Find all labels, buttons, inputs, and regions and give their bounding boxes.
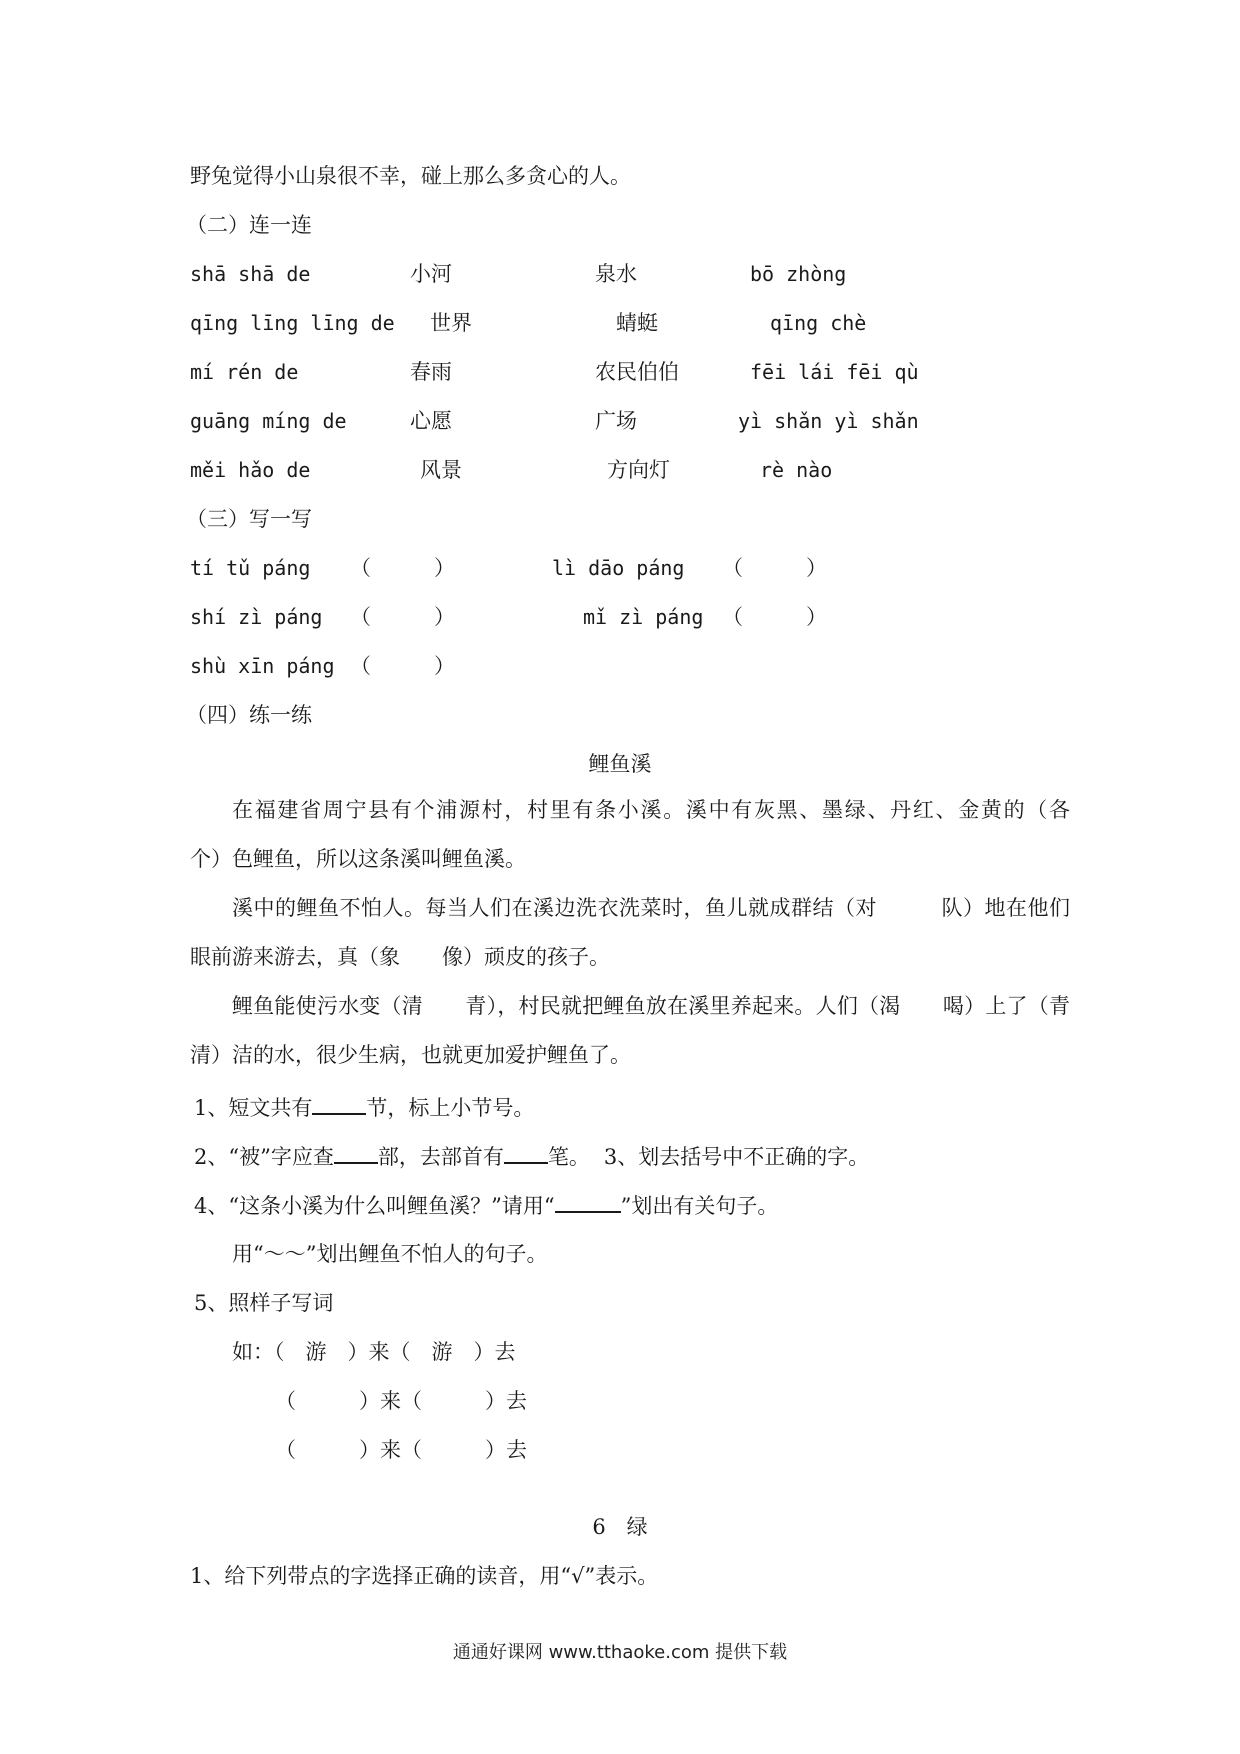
radical-pinyin: tí tǔ páng — [190, 556, 311, 580]
example-row: 如：（ 游 ）来（ 游 ）去 — [232, 1340, 516, 1364]
question-3-text: 3、划去括号中不正确的字。 — [603, 1145, 870, 1169]
answer-line[interactable] — [312, 1093, 366, 1115]
lesson-6-question-1: 1、给下列带点的字选择正确的读音，用“√”表示。 — [190, 1564, 659, 1588]
match-word: 泉水 — [595, 262, 637, 286]
question-4 — [194, 1191, 778, 1220]
match-pinyin-left: shā shā de — [190, 262, 311, 286]
story-paragraph: 在福建省周宁县有个浦源村，村里有条小溪。溪中有灰黑、墨绿、丹红、金黄的（各 个）色鲤鱼，所以这条溪叫鲤鱼溪。 — [190, 798, 1112, 871]
question-4-text: 4、“这条小溪为什么叫鲤鱼溪？”请用“ — [194, 1194, 555, 1218]
answer-blank[interactable]: （ ） — [350, 654, 455, 678]
match-pinyin-left: guāng míng de — [190, 409, 347, 433]
match-word: 方向灯 — [607, 458, 670, 482]
match-pinyin-left: mí rén de — [190, 360, 299, 384]
match-word: 小河 — [410, 262, 452, 286]
radical-pinyin: mǐ zì páng — [583, 605, 704, 629]
question-1 — [194, 1093, 534, 1122]
word-blank-row[interactable]: （ ）来（ ）去 — [275, 1438, 527, 1462]
section-4-title: （四）练一练 — [186, 703, 312, 727]
underline-sample — [555, 1191, 621, 1213]
match-word: 农民伯伯 — [595, 360, 679, 384]
section-3-title: （三）写一写 — [186, 507, 312, 531]
question-4-text-end: ”划出有关句子。 — [620, 1194, 779, 1218]
question-2-text-mid: 部，去部首有 — [377, 1145, 504, 1169]
answer-line[interactable] — [334, 1142, 378, 1164]
match-word: 春雨 — [410, 360, 452, 384]
lesson-6-title: 6 绿 — [592, 1515, 648, 1539]
story-paragraph: 鲤鱼能使污水变（清 青），村民就把鲤鱼放在溪里养起来。人们（渴 喝）上了（青 清）洁的水，很少生病，也就更加爱护鲤鱼了。 — [190, 994, 1112, 1067]
match-word: 世界 — [430, 311, 472, 335]
question-1-text: 1、短文共有 — [194, 1096, 313, 1120]
question-2-3 — [194, 1142, 869, 1171]
radical-pinyin: shí zì páng — [190, 605, 323, 629]
story-paragraph: 溪中的鲤鱼不怕人。每当人们在溪边洗衣洗菜时，鱼儿就成群结（对 队）地在他们眼前游来游去，真（象 像）顽皮的孩子。 — [190, 896, 1070, 969]
question-5: 5、照样子写词 — [194, 1291, 334, 1315]
match-pinyin-right: bō zhòng — [750, 262, 847, 286]
answer-line[interactable] — [504, 1142, 548, 1164]
match-pinyin-right: fēi lái fēi qù — [750, 360, 919, 384]
question-1-text-end: 节，标上小节号。 — [366, 1096, 535, 1120]
page-footer: 通通好课网 www.tthaoke.com 提供下载 — [452, 1642, 788, 1663]
match-pinyin-left: měi hǎo de — [190, 458, 311, 482]
match-word: 蜻蜓 — [616, 311, 658, 335]
answer-blank[interactable]: （ ） — [350, 605, 455, 629]
section-2-title: （二）连一连 — [186, 213, 312, 237]
match-pinyin-left: qīng līng līng de — [190, 311, 395, 335]
question-4-line-2: 用“～～”划出鲤鱼不怕人的句子。 — [232, 1242, 548, 1266]
question-2-text: 2、“被”字应查 — [194, 1145, 334, 1169]
match-word: 心愿 — [410, 409, 452, 433]
question-2-text-end: 笔。 — [547, 1145, 590, 1169]
match-pinyin-right: yì shǎn yì shǎn — [738, 409, 919, 433]
match-word: 广场 — [595, 409, 637, 433]
answer-blank[interactable]: （ ） — [350, 556, 455, 580]
answer-blank[interactable]: （ ） — [722, 605, 827, 629]
match-pinyin-right: rè nào — [760, 458, 833, 482]
intro-sentence: 野兔觉得小山泉很不幸，碰上那么多贪心的人。 — [190, 164, 631, 188]
radical-pinyin: lì dāo páng — [552, 556, 685, 580]
word-blank-row[interactable]: （ ）来（ ）去 — [275, 1389, 527, 1413]
match-pinyin-right: qīng chè — [770, 311, 867, 335]
answer-blank[interactable]: （ ） — [722, 556, 827, 580]
match-word: 风景 — [420, 458, 462, 482]
radical-pinyin: shù xīn páng — [190, 654, 335, 678]
story-title: 鲤鱼溪 — [588, 752, 652, 776]
